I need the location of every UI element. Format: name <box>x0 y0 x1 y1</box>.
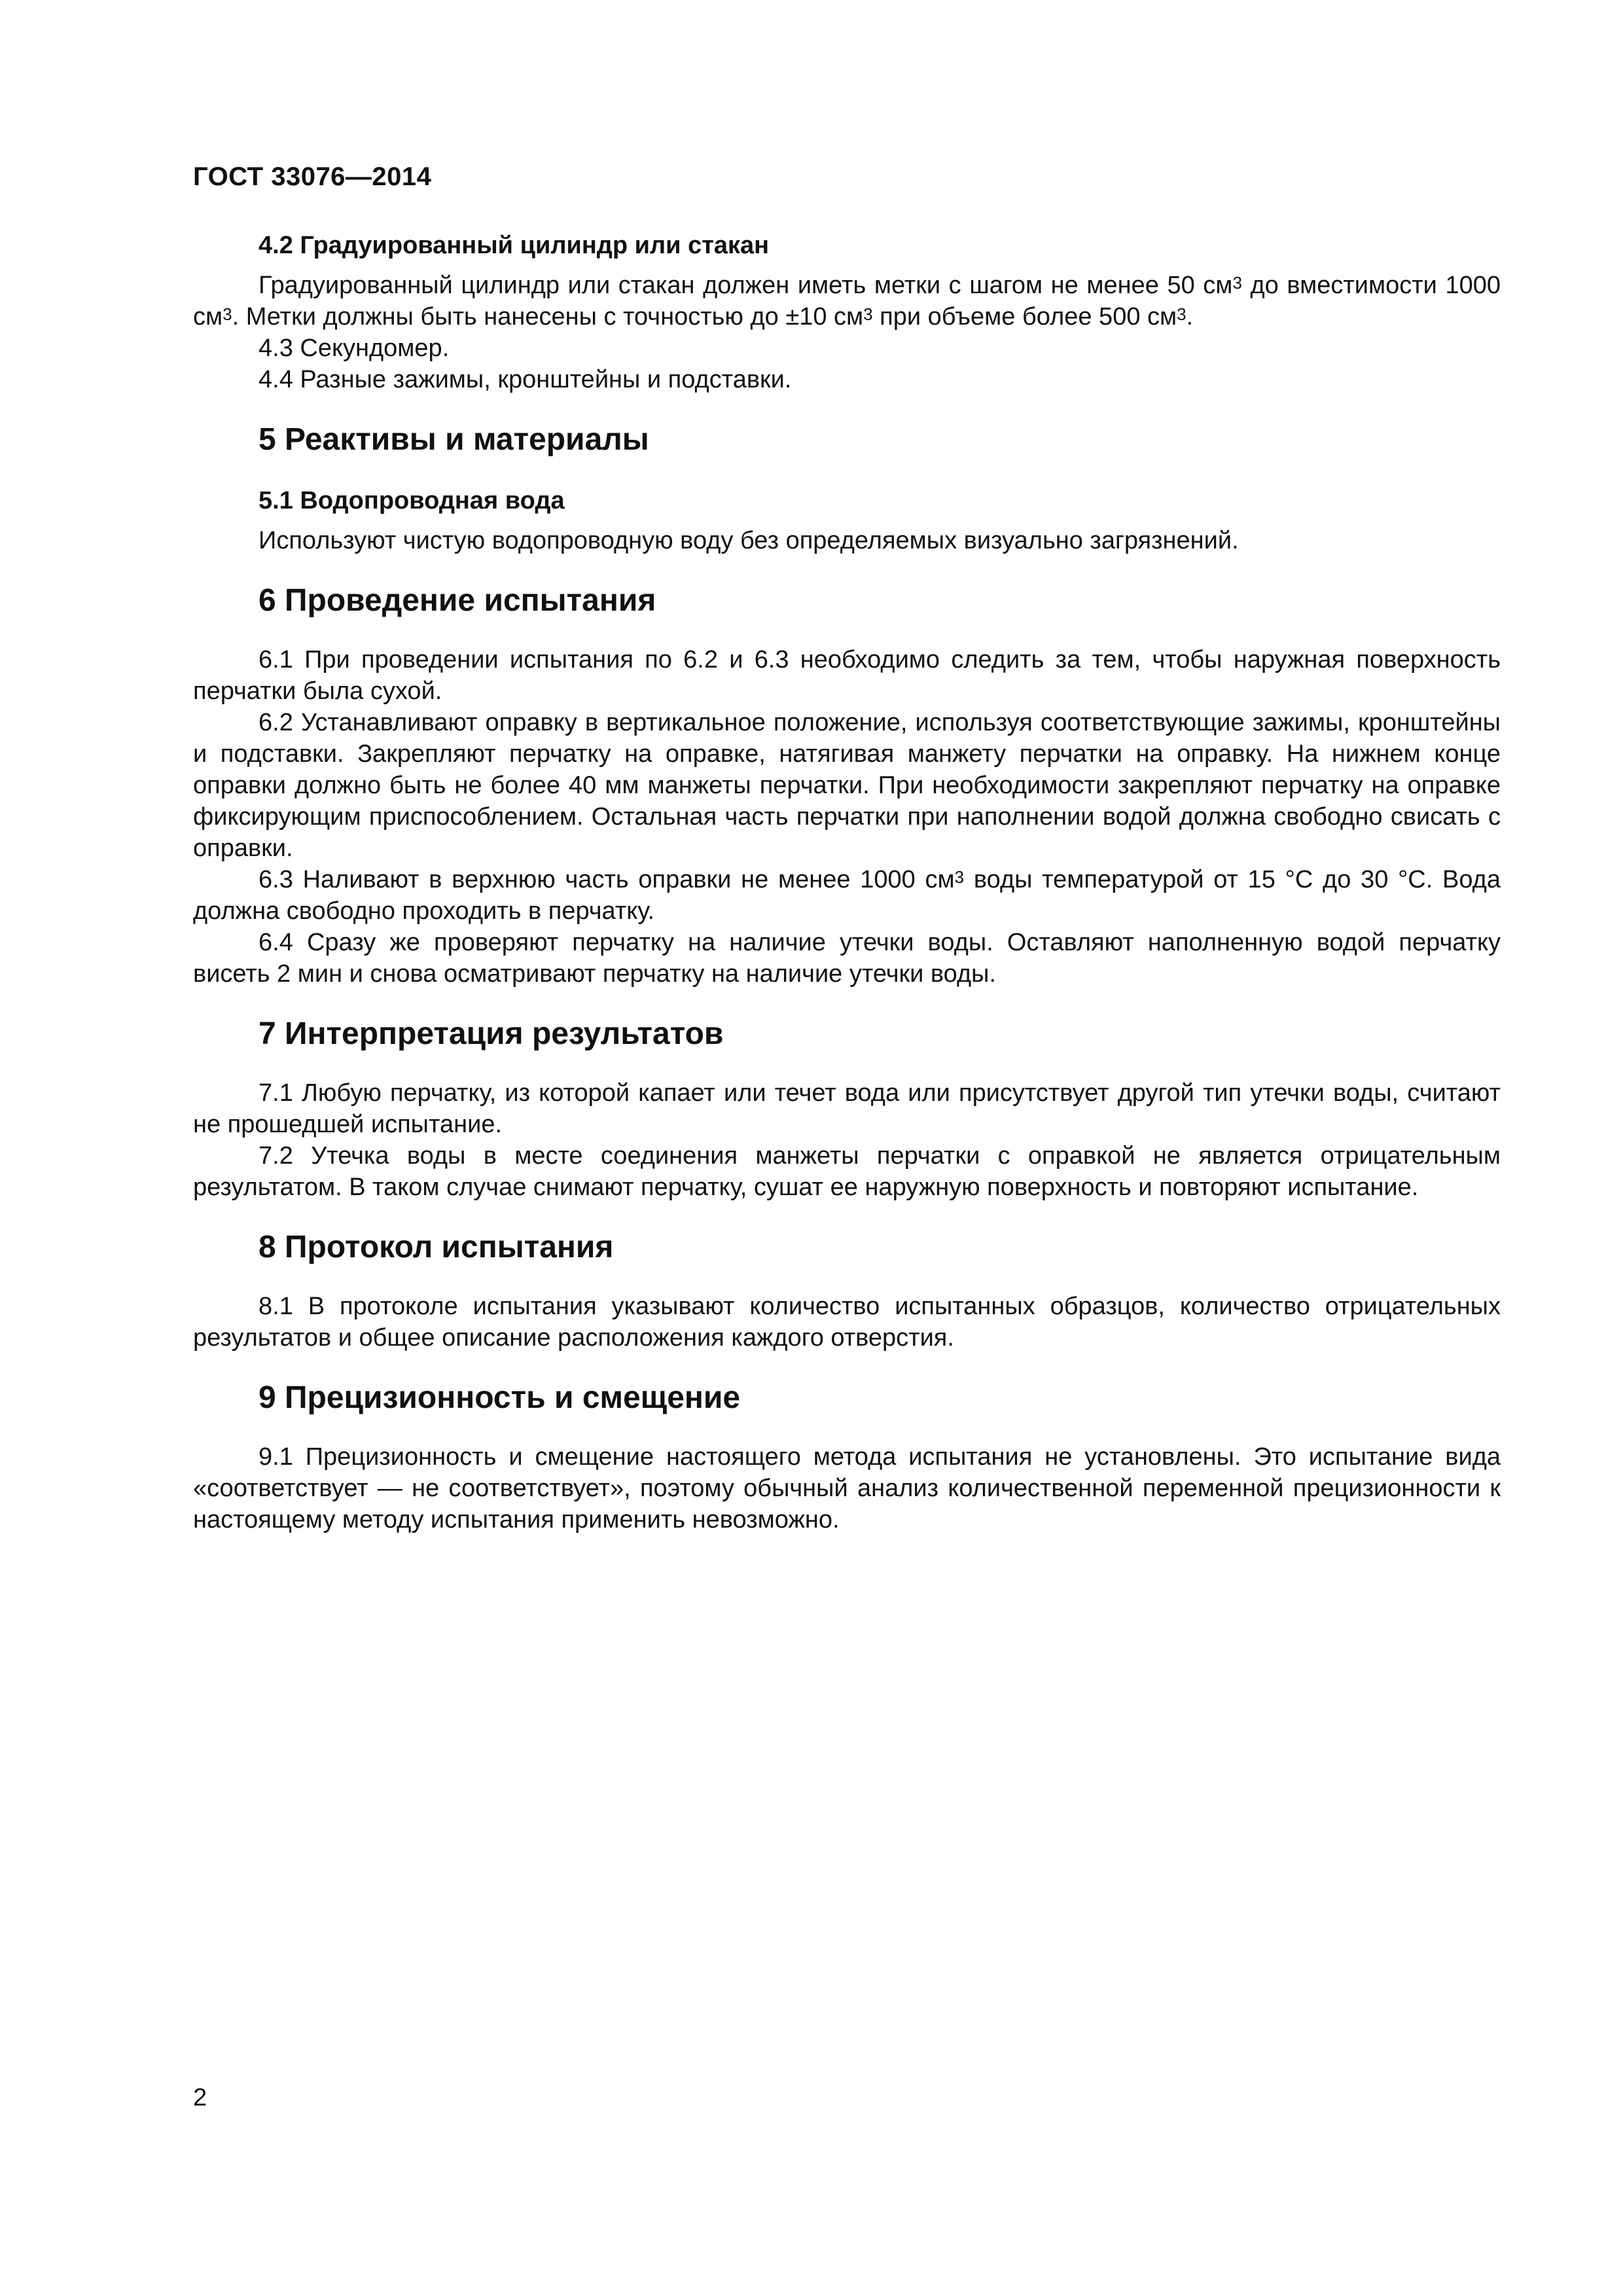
paragraph-6-2: 6.2 Устанавливают оправку в вертикальное положение, используя соответствующие зажимы, кронштейны и подставки. Закрепляют перчатку на оправке, натягивая манжету перчатки на оправку. На нижнем конце оправки должно быть не более 40 мм манжеты перчатки. При необходимости закрепляют перчатку на оправке фиксирующим приспособлением. Остальная часть перчатки при наполнении водой должна свободно свисать с оправки. <box>193 709 1501 862</box>
section-title-6: 6 Проведение испытания <box>259 583 656 618</box>
paragraph-5-1: Используют чистую водопроводную воду без определяемых визуально загрязнений. <box>259 527 1239 554</box>
section-title-9: 9 Прецизионность и смещение <box>259 1380 741 1415</box>
paragraph-8-1: 8.1 В протоколе испытания указывают количество испытанных образцов, количество отрицательных результатов и общее описание расположения каждого отверстия. <box>193 1293 1501 1352</box>
document-header: ГОСТ 33076—2014 <box>193 162 432 191</box>
paragraph-6-4: 6.4 Сразу же проверяют перчатку на наличие утечки воды. Оставляют наполненную водой перчатку висеть 2 мин и снова осматривают перчатку на наличие утечки воды. <box>193 929 1501 988</box>
item-4-4: 4.4 Разные зажимы, кронштейны и подставки. <box>259 366 792 393</box>
item-4-3: 4.3 Секундомер. <box>259 334 450 362</box>
document-body <box>193 228 1501 1535</box>
paragraph-4-2: Градуированный цилиндр или стакан должен иметь метки с шагом не менее 50 $см^3$ до вместимости 1000 $см^3$. Метки должны быть нанесены с точностью до ±10 $см^3$ при объеме более 500 $см^3$. <box>193 272 1501 331</box>
paragraph-7-1: 7.1 Любую перчатку, из которой капает или течет вода или присутствует другой тип утечки воды, считают не прошедшей испытание. <box>193 1079 1501 1138</box>
paragraph-7-2: 7.2 Утечка воды в месте соединения манжеты перчатки с оправкой не является отрицательным результатом. В таком случае снимают перчатку, сушат ее наружную поверхность и повторяют испытание. <box>193 1142 1501 1201</box>
page-number: 2 <box>193 2084 207 2111</box>
section-title-7: 7 Интерпретация результатов <box>259 1016 724 1051</box>
paragraph-9-1: 9.1 Прецизионность и смещение настоящего метода испытания не установлены. Это испытание вида «соответствует — не соответствует», поэтому обычный анализ количественной переменной прецизионности к настоящему методу испытания применить невозможно. <box>193 1443 1501 1534</box>
section-title-5: 5 Реактивы и материалы <box>259 422 649 457</box>
paragraph-6-3: 6.3 Наливают в верхнюю часть оправки не менее 1000 $см^3$ воды температурой от 15 °С до 30 °С. Вода должна свободно проходить в перчатку. <box>193 866 1501 925</box>
section-title-8: 8 Протокол испытания <box>259 1230 614 1265</box>
subsection-title-4-2: 4.2 Градуированный цилиндр или стакан <box>259 232 770 259</box>
subsection-title-5-1: 5.1 Водопроводная вода <box>259 487 565 514</box>
paragraph-6-1: 6.1 При проведении испытания по 6.2 и 6.3 необходимо следить за тем, чтобы наружная поверхность перчатки была сухой. <box>193 646 1501 705</box>
